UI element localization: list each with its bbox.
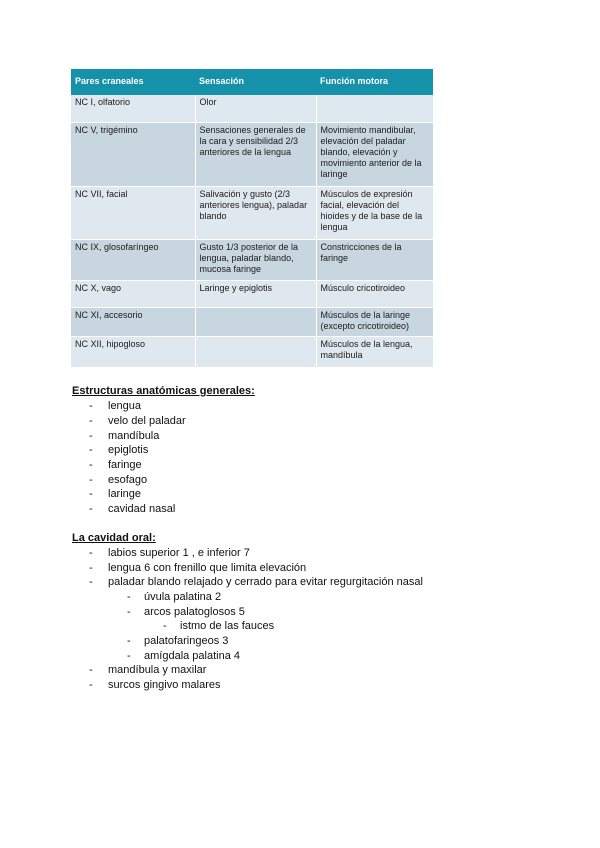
list-item-text: cavidad nasal — [108, 503, 176, 515]
list-item-text: mandíbula — [108, 430, 160, 442]
table-cell: Sensaciones generales de la cara y sensibilidad 2/3 anteriores de la lengua — [195, 123, 316, 187]
list-bullet: - — [127, 635, 131, 647]
list-item-text: velo del paladar — [108, 415, 186, 427]
header-cranial-pairs: Pares craneales — [71, 69, 195, 95]
table-row — [71, 95, 433, 123]
list-bullet: - — [127, 591, 131, 603]
table-cell: Olor — [195, 95, 316, 123]
list-item-text: paladar blando relajado y cerrado para evitar regurgitación nasal — [108, 576, 423, 588]
list-item-text: úvula palatina 2 — [144, 591, 222, 603]
list-item-text: faringe — [108, 459, 142, 471]
section-title-general-structures: Estructuras anatómicas generales: — [72, 385, 255, 397]
table-cell: NC VII, facial — [71, 187, 195, 240]
table-cell: Laringe y epiglotis — [195, 281, 316, 308]
table-row — [71, 308, 433, 337]
list-item-text: lengua — [108, 400, 142, 412]
list-item-text: arcos palatoglosos 5 — [144, 606, 245, 618]
list-item-text: amígdala palatina 4 — [144, 650, 241, 662]
table-cell: NC X, vago — [71, 281, 195, 308]
table-cell: NC XI, accesorio — [71, 308, 195, 337]
list-item-text: surcos gingivo malares — [108, 679, 221, 691]
table-cell: Salivación y gusto (2/3 anteriores lengua), paladar blando — [195, 187, 316, 240]
list-bullet: - — [89, 444, 93, 456]
list-bullet: - — [89, 562, 93, 574]
table-header-row — [71, 69, 433, 95]
list-bullet: - — [89, 474, 93, 486]
table-cell: Músculos de la lengua, mandíbula — [316, 337, 433, 368]
table-cell: Gusto 1/3 posterior de la lengua, paladar blando, mucosa faringe — [195, 240, 316, 281]
list-bullet: - — [89, 547, 93, 559]
table-cell: Músculo cricotiroideo — [316, 281, 433, 308]
list-item-text: istmo de las fauces — [180, 620, 275, 632]
list-bullet: - — [89, 430, 93, 442]
table-cell: Movimiento mandibular, elevación del paladar blando, elevación y movimiento anterior de la laringe — [316, 123, 433, 187]
table-cell: NC I, olfatorio — [71, 95, 195, 123]
list-item-text: mandíbula y maxilar — [108, 664, 207, 676]
header-sensation: Sensación — [195, 69, 316, 95]
table-cell: NC V, trigémino — [71, 123, 195, 187]
table-cell: NC XII, hipogloso — [71, 337, 195, 368]
list-item-text: esofago — [108, 474, 148, 486]
list-item-text: labios superior 1 , e inferior 7 — [108, 547, 250, 559]
list-bullet: - — [89, 400, 93, 412]
table-cell: NC IX, glosofaríngeo — [71, 240, 195, 281]
list-item-text: epiglotis — [108, 444, 149, 456]
list-bullet: - — [89, 459, 93, 471]
table-cell — [195, 308, 316, 337]
table-cell — [316, 95, 433, 123]
list-item-text: laringe — [108, 488, 142, 500]
list-bullet: - — [89, 679, 93, 691]
table-row — [71, 123, 433, 187]
list-bullet: - — [89, 576, 93, 588]
table-cell: Constricciones de la faringe — [316, 240, 433, 281]
list-item-text: lengua 6 con frenillo que limita elevación — [108, 562, 307, 574]
table-cell: Músculos de la laringe (excepto cricotiroideo) — [316, 308, 433, 337]
list-bullet: - — [89, 415, 93, 427]
table-cell — [195, 337, 316, 368]
table-row — [71, 337, 433, 368]
list-item-text: palatofaringeos 3 — [144, 635, 229, 647]
table-row — [71, 187, 433, 240]
list-bullet: - — [163, 620, 167, 632]
header-motor-function: Función motora — [316, 69, 433, 95]
cranial-nerves-table — [71, 69, 433, 368]
list-bullet: - — [127, 606, 131, 618]
list-bullet: - — [89, 488, 93, 500]
list-bullet: - — [89, 503, 93, 515]
table-cell: Músculos de expresión facial, elevación del hioides y de la base de la lengua — [316, 187, 433, 240]
list-bullet: - — [127, 650, 131, 662]
section-title-oral-cavity: La cavidad oral: — [72, 532, 156, 544]
table-row — [71, 240, 433, 281]
table-row — [71, 281, 433, 308]
list-bullet: - — [89, 664, 93, 676]
